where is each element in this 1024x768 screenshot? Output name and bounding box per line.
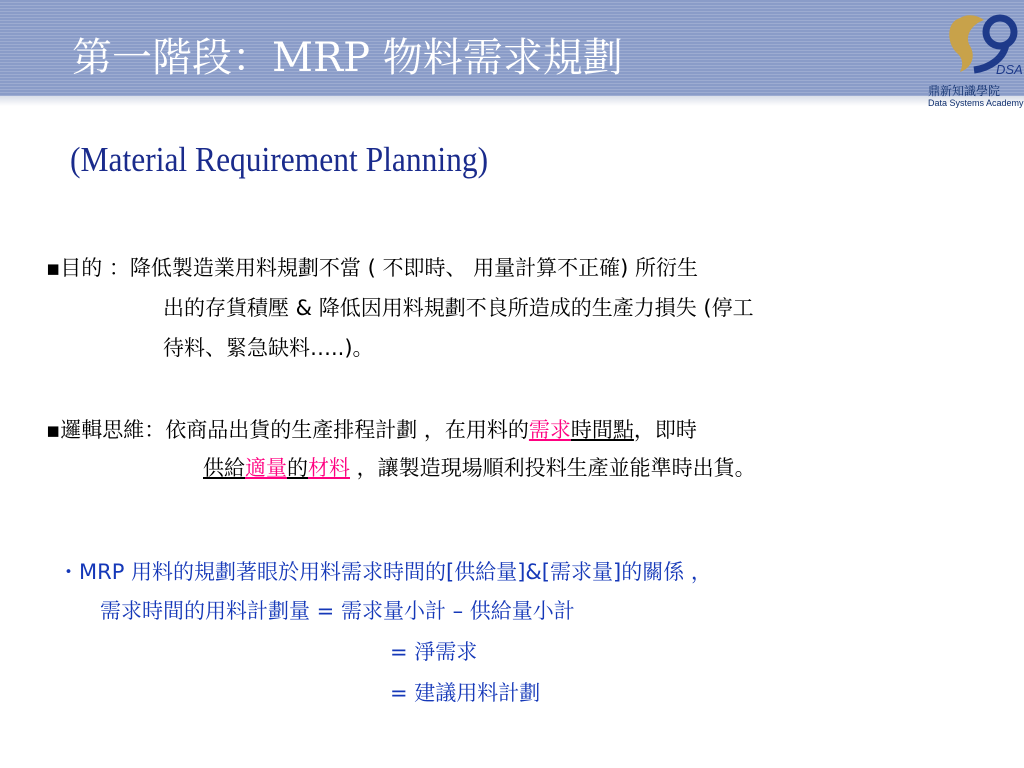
bullet: ▪ [46,418,61,442]
slide-title: 第一階段：MRP 物料需求規劃 [72,35,623,81]
highlight-quantity: 適量 [245,456,287,480]
title-bar-divider [0,96,1024,106]
mrp-line-4: = 建議用料計劃 [390,681,541,705]
mrp-line-2: 需求時間的用料計劃量 = 需求量小計 – 供給量小計 [100,599,575,623]
dsa-logo [920,10,1024,110]
logic-line-2 [203,456,756,480]
logo-name-cn: 鼎新知識學院 [928,84,1001,98]
bullet: ▪ [46,256,61,280]
logic-text-1b: 時間點 [570,418,634,442]
mrp-line-3: = 淨需求 [390,640,478,664]
logic-text-1c: ，即時 [633,418,697,442]
logic-line-1 [46,418,697,442]
highlight-material: 材料 [308,456,350,480]
bullet: ・ [58,560,79,584]
logic-text-2b: 的 [287,456,308,480]
purpose-line-2: 出的存貨積壓 & 降低因用料規劃不良所造成的生產力損失 (停工 [163,296,754,320]
slide-subtitle: (Material Requirement Planning) [70,140,489,179]
highlight-demand: 需求 [528,418,571,442]
logo-mark-text: DSA [996,62,1023,77]
logic-text-2c: ，讓製造現場順利投料生產並能準時出貨。 [350,456,756,480]
logic-text-1a: 邏輯思維：依商品出貨的生產排程計劃 ，在用料的 [60,418,529,442]
mrp-text-1: MRP 用料的規劃著眼於用料需求時間的[供給量]&[需求量]的關係 ， [79,560,712,584]
logic-text-2a: 供給 [203,456,245,480]
mrp-line-1 [58,560,712,584]
purpose-line-1 [46,256,698,280]
purpose-line-3: 待料、緊急缺料…..)。 [163,336,374,360]
logo-name-en: Data Systems Academy [928,98,1024,108]
purpose-text-1: 目的 ：降低製造業用料規劃不當 ( 不即時、 用量計算不正確) 所衍生 [60,256,698,280]
